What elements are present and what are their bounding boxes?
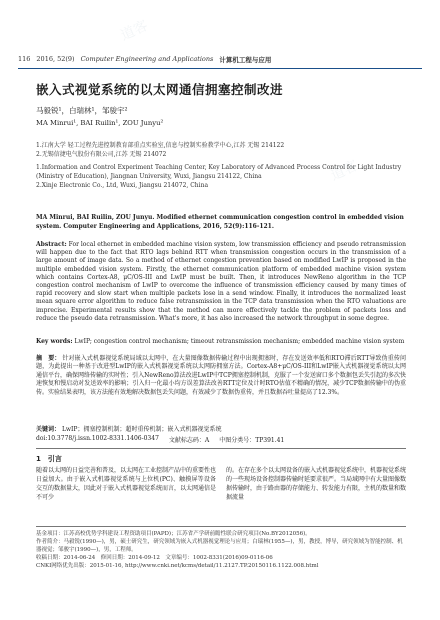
journal-name-cn: 计算机工程与应用 [219, 55, 272, 64]
affiliation-1-cn: 1.江南大学 轻工过程先进控制教育部重点实验室,信息与控制实验教学中心,江苏 无锡 214122 [36, 142, 285, 149]
divider [36, 448, 406, 449]
keywords-cn [36, 424, 406, 433]
watermark: 道客 [298, 467, 331, 495]
footnotes [36, 530, 406, 570]
citation: MA Minrui, BAI Ruilin, ZOU Junyu. Modified ethernet communication congestion control in embedded vision system. Computer Engineering and Applications, 2016, 52(9):116-121. [36, 214, 404, 230]
affiliation-2-en: 2.Xinje Electronic Co., Ltd, Wuxi, Jiangsu 214072, China [36, 182, 209, 189]
body-column-left: 随着以太网的日益完善和普及，以太网在工业控制产品中的重要性也日益加大。由于嵌入式机器视觉系统与上位机(PC)、触摸屏等设备交互的数据量大，因此对于嵌入式机器视觉系统而言，以太网通信是不可少 [36, 467, 217, 501]
abstract-en-text: For local ethernet in embedded machine vision system, low transmission efficiency and pseudo retransmission will happen due to the fact that RTO lags behind RTT when transmission congestion occurs in the transmission of a large amount of image data. So a method of ethernet congestion prevention based on modified LwIP is proposed in the multiple embedded vision system. Firstly, the ethernet communication platform of embedded machine vision system which contains Cortex-A8, μC/OS-III and LwIP must be built. Then, it introduces NewReno algorithm in the TCP congestion control mechanism of LwIP to overcome the influence of transmission efficiency caused by many times of rapid recovery and slow start when multiple packets lose in a send window. Finally, it introduces the normalized least mean square error algorithm to reduce false retransmission in the TCP data transmission when the RTO valuations are imprecise. Experimental results show that the method can more effectively tackle the problem of packets loss and reduce the pseudo data retransmission. What's more, it has also increased the network throughput in some degree. [36, 241, 406, 322]
abstract-cn-text: 针对嵌入式机器视觉系统局域以太网中，在大量图像数据传输过程中出现拥塞时，存在发送效率低和RTO滞后RTT导致伪重传问题，为此提出一种基于改进型LwIP的嵌入式机器视觉系统以太网防拥塞方法。Cortex-A8+μC/OS-III和LwIP嵌入式机器视觉系统以太网通信平台，确保网络传输的实时性；引入NewReno算法改进LwIP中TCP拥塞控制机制，克服了一个发送窗口多个数据包丢失引起的多次快速恢复和慢启动对发送效率的影响；引入归一化最小均方误差算法改善RTT定位及计时RTO估值不精确的情况，减少TCP数据传输中的伪重传。实验结果表明，该方法能有效地解决数据包丢失问题，有效减少了数据伪重传，并且数据吞吐量提高了12.3%。 [36, 355, 406, 396]
page-number: 116 [18, 55, 31, 63]
journal-name-en: Computer Engineering and Applications [80, 55, 214, 63]
keywords-cn-label: 关键词： [36, 426, 61, 433]
section-heading: 1 引言 [36, 455, 62, 463]
affiliation-2-cn: 2.无锡信捷电气股份有限公司,江苏 无锡 214072 [36, 151, 167, 158]
affiliation-1-en-cont: (Ministry of Education), Jiangnan University, Wuxi, Jiangsu 214122, China [36, 173, 262, 180]
watermark: 道客 [118, 17, 151, 45]
abstract-en [36, 241, 406, 323]
classification-line [36, 435, 406, 444]
footnote-cnki: CNKI网络优先出版：2015-01-16, http://www.cnki.net/kcms/detail/11.2127.TP.20150116.1122.008.html [36, 563, 319, 569]
footnote-dates: 收稿日期：2014-06-24 修回日期：2014-09-12 文章编号：1002-8331(2016)09-0116-06 [36, 555, 273, 561]
running-header [18, 52, 422, 69]
document-code: 文献标志码：A [168, 437, 210, 444]
keywords-en [36, 338, 406, 346]
footnote-divider [36, 526, 406, 527]
watermark: 道客 [58, 297, 91, 325]
watermark: 道客 [328, 157, 361, 185]
authors-cn: 马毅锐¹，白瑞林¹，邹骏宇² [36, 106, 128, 115]
abstract-label: Abstract: [36, 241, 67, 248]
clc-number: 中图分类号：TP391.41 [219, 437, 285, 444]
volume-issue: 2016, 52(9) [36, 55, 75, 63]
doi: doi:10.3778/j.issn.1002-8331.1406-0347 [36, 435, 159, 442]
keywords-en-text: LwIP; congestion control mechanism; timeout retransmission mechanism; embedded machine vision system [74, 338, 405, 345]
paper-title: 嵌入式视觉系统的以太网通信拥塞控制改进 [36, 82, 284, 97]
affiliation-1-en: 1.Information and Control Experiment Teaching Center, Key Laboratory of Advanced Process Control for Light Industry [36, 164, 402, 171]
footnote-authors: 作者简介：马毅锐(1990—)，男，硕士研究生，研究领域为嵌入式机器视觉理论与应用；白瑞林(1955—)，男，教授，博导，研究领域为智能控制、机器视觉；邹骏宇(1990—)，男，工程师。 [36, 539, 403, 553]
footnote-funding: 基金项目：江苏高校优势学科建设工程资助项目(PAPD)；江苏省产学研前瞻性联合研究项目(No.BY2012056)。 [36, 531, 311, 537]
abstract-cn [36, 355, 406, 397]
keywords-cn-text: LwIP；拥塞控制机制；超时重传机制；嵌入式机器视觉系统 [61, 426, 222, 433]
body-column-right: 的。在存在多个以太网设备的嵌入式机器视觉系统中，机器视觉系统的一些现场设备控制器传输时延要求很严。当局域网中有大量图像数据传输时，由于路由器的存储能力、转发能力有限，主机的数量和数据流量 [226, 467, 407, 501]
abstract-cn-label: 摘 要： [36, 355, 61, 362]
authors-en: MA Minrui¹, BAI Ruilin¹, ZOU Junyu² [36, 119, 164, 127]
keywords-label: Key words: [36, 338, 73, 345]
